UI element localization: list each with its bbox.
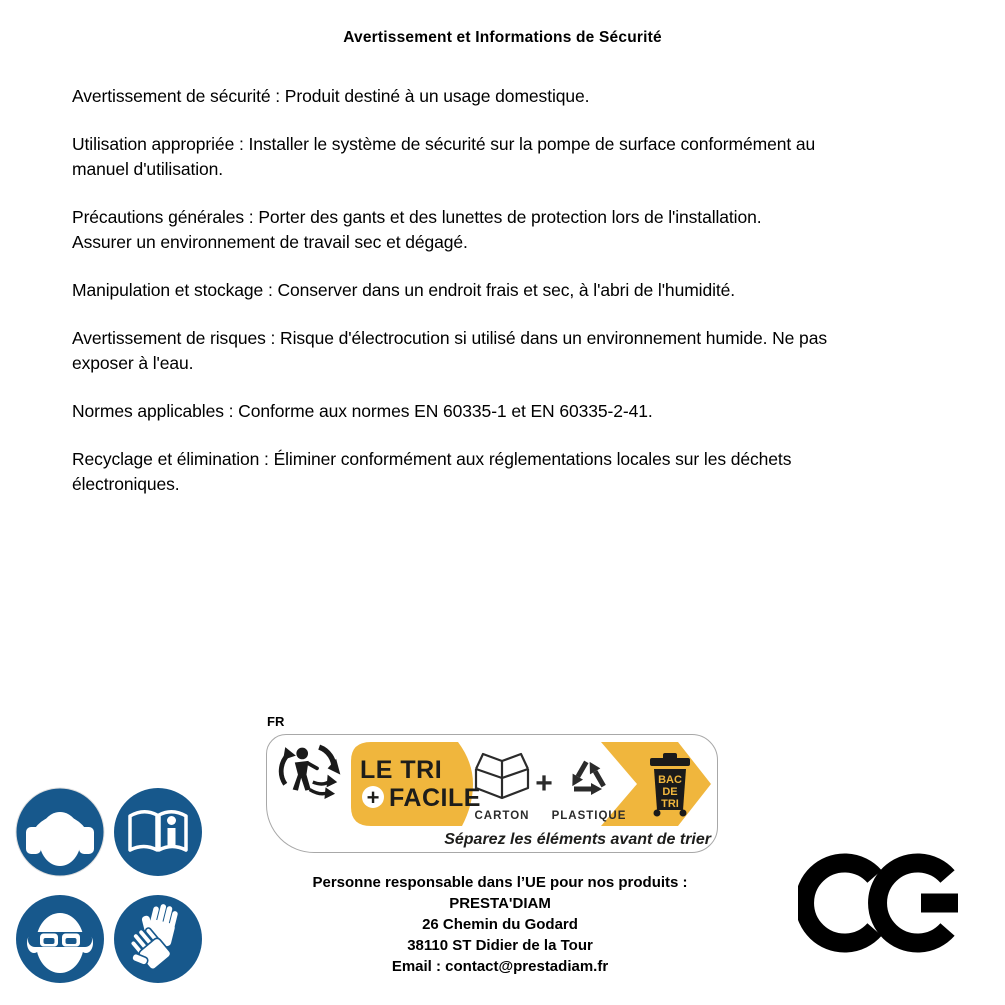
- safety-paragraph: Utilisation appropriée : Installer le système de sécurité sur la pompe de surface conformément au manuel d'utilisation.: [72, 134, 816, 179]
- info-tri-logo-graphic: [267, 735, 716, 851]
- info-tri-logo: [266, 734, 718, 853]
- material-label-plastique: PLASTIQUE: [551, 810, 627, 822]
- safety-paragraph: Précautions générales : Porter des gants et des lunettes de protection lors de l'installation. Assurer un environnement de travail sec et dégagé.: [72, 207, 762, 252]
- page-title: Avertissement et Informations de Sécurité: [343, 29, 662, 46]
- headline-line1: LE TRI: [360, 756, 443, 784]
- wear-eye-protection-icon: [15, 894, 105, 984]
- country-code-label: FR: [267, 714, 285, 729]
- ce-marking-icon: [798, 850, 958, 956]
- responsible-person-block: [250, 872, 750, 977]
- triman-recycling-person-icon: [281, 747, 340, 799]
- wear-ear-protection-icon: [15, 787, 105, 877]
- material-label-carton: CARTON: [474, 810, 530, 822]
- bin-label-line2: DE: [662, 786, 678, 798]
- materials-separator: +: [535, 767, 553, 800]
- safety-paragraph: Normes applicables : Conforme aux normes EN 60335-1 et EN 60335-2-41.: [72, 401, 653, 421]
- safety-text-block: [72, 84, 960, 520]
- responsible-line: Personne responsable dans l’UE pour nos produits :: [312, 874, 688, 891]
- safety-paragraph: Avertissement de sécurité : Produit destiné à un usage domestique.: [72, 86, 590, 106]
- wear-protective-gloves-icon: [113, 894, 203, 984]
- triman-tagline: Séparez les éléments avant de trier: [444, 831, 711, 848]
- address-line: 26 Chemin du Godard: [422, 916, 578, 933]
- read-instruction-manual-icon: [113, 787, 203, 877]
- company-name: PRESTA'DIAM: [449, 895, 551, 912]
- safety-paragraph: Recyclage et élimination : Éliminer conformément aux réglementations locales sur les déchets électroniques.: [72, 449, 792, 494]
- safety-paragraph: Manipulation et stockage : Conserver dans un endroit frais et sec, à l'abri de l'humidité.: [72, 280, 736, 300]
- headline-plus: +: [366, 785, 380, 810]
- headline-line2: FACILE: [389, 784, 481, 812]
- safety-paragraph: Avertissement de risques : Risque d'électrocution si utilisé dans un environnement humide. Ne pas exposer à l'eau.: [72, 328, 827, 373]
- bin-label-line3: TRI: [661, 798, 679, 810]
- bin-label-line1: BAC: [658, 774, 682, 786]
- email-line: Email : contact@prestadiam.fr: [391, 958, 609, 975]
- address-line: 38110 ST Didier de la Tour: [407, 937, 593, 954]
- mandatory-pictogram-grid: [15, 787, 203, 984]
